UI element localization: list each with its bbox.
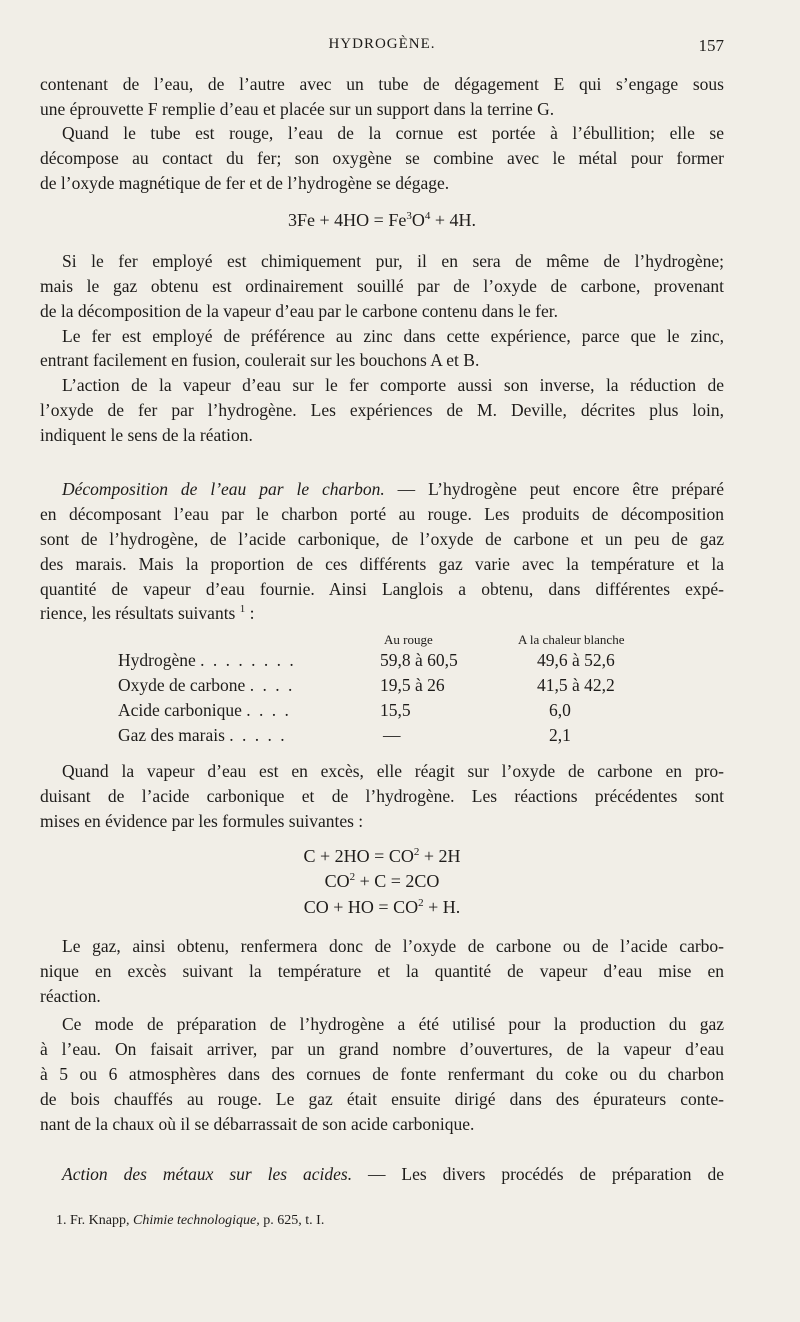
text-line — [40, 601, 724, 626]
row-label-text: Gaz des marais — [118, 725, 225, 745]
equation-exponent: 3 — [406, 210, 412, 222]
text-line: décompose au contact du fer; son oxygène se combine avec le métal pour former — [40, 148, 724, 168]
text-line: de l’oxyde magnétique de fer et de l’hydrogène se dégage. — [40, 173, 450, 193]
text-line: Ce mode de préparation de l’hydrogène a été utilisé pour la production du gaz — [62, 1014, 724, 1034]
row-label — [118, 675, 294, 696]
row-label — [118, 650, 296, 671]
table-cell: 49,6 à 52,6 — [537, 650, 615, 670]
chemical-equation — [40, 210, 724, 231]
row-label-text: Acide carbonique — [118, 700, 242, 720]
text-line: à 5 ou 6 atmosphères dans des cornues de fonte renfermant du coke ou du charbon — [40, 1064, 724, 1084]
equation-exponent: 2 — [418, 897, 424, 909]
text-line: en décomposant l’eau par le charbon porté au rouge. Les produits de décomposition — [40, 504, 724, 524]
text-line: à l’eau. On faisait arriver, par un grand nombre d’ouvertures, de la vapeur d’eau — [40, 1039, 724, 1059]
footnote-author: Fr. Knapp, — [70, 1213, 130, 1228]
equation-part: + 4H. — [430, 210, 476, 230]
equation-part: + 2H — [419, 846, 461, 866]
table-cell: 19,5 à 26 — [380, 675, 445, 695]
equation-exponent: 2 — [413, 846, 420, 858]
text-line: nique en excès suivant la température et la quantité de vapeur d’eau mise en — [40, 961, 724, 981]
footnote-title: Chimie technologique, — [133, 1213, 260, 1228]
section-line — [62, 477, 724, 502]
text-line: de la décomposition de la vapeur d’eau par le carbone contenu dans le fer. — [40, 301, 558, 321]
chemical-equation — [40, 897, 724, 918]
footnote — [56, 1213, 324, 1229]
text-line: l’oxyde de fer par l’hydrogène. Les expériences de M. Deville, décrites plus loin, — [40, 400, 724, 420]
equation-part: + C = 2CO — [355, 871, 440, 891]
equation-part: CO — [324, 871, 350, 891]
page-number: 157 — [698, 36, 724, 55]
page-header — [40, 36, 724, 60]
footnote-reference: p. 625, t. I. — [263, 1213, 325, 1228]
equation-part: O — [411, 210, 425, 230]
section-line — [62, 1162, 724, 1187]
table-cell: 15,5 — [380, 700, 411, 720]
chemical-equation — [40, 871, 724, 892]
column-header: Au rouge — [384, 632, 433, 647]
text-line: une éprouvette F remplie d’eau et placée sur un support dans la terrine G. — [40, 99, 555, 119]
text-line: Le fer est employé de préférence au zinc dans cette expérience, parce que le zinc, — [62, 326, 724, 346]
text-line: mais le gaz obtenu est ordinairement souillé par de l’oxyde de carbone, provenant — [40, 276, 724, 296]
equation-part: CO + HO = CO — [303, 897, 419, 917]
text-line: sont de l’hydrogène, de l’acide carbonique, de l’oxyde de carbone et un peu de gaz — [40, 529, 724, 549]
text-line: Le gaz, ainsi obtenu, renfermera donc de l’oxyde de carbone ou de l’acide carbo- — [62, 936, 724, 956]
column-header: A la chaleur blanche — [518, 632, 625, 647]
row-label — [118, 700, 291, 721]
text-span: : — [245, 603, 255, 623]
text-span: — Les divers procédés de préparation de — [352, 1164, 724, 1184]
text-line: entrant facilement en fusion, coulerait sur les bouchons A et B. — [40, 350, 480, 370]
row-label — [118, 725, 287, 746]
text-line: réaction. — [40, 986, 101, 1006]
table-cell: 2,1 — [549, 725, 571, 745]
text-line: duisant de l’acide carbonique et de l’hydrogène. Les réactions précédentes sont — [40, 786, 724, 806]
text-line: des marais. Mais la proportion de ces différents gaz varie avec la température et la — [40, 554, 724, 574]
text-span: rience, les résultats suivants — [40, 603, 236, 623]
equation-exponent: 2 — [349, 871, 356, 883]
section-heading: Action des métaux sur les acides. — [62, 1164, 353, 1184]
footnote-number: 1. — [56, 1213, 67, 1228]
section-heading: Décomposition de l’eau par le charbon. — [62, 479, 385, 499]
running-title: HYDROGÈNE. — [328, 36, 436, 52]
text-span: — L’hydrogène peut encore être préparé — [384, 479, 724, 499]
text-line: mises en évidence par les formules suivantes : — [40, 811, 364, 831]
text-line: Quand le tube est rouge, l’eau de la cornue est portée à l’ébullition; elle se — [62, 123, 724, 143]
leader-dots: . . . . — [249, 675, 295, 695]
text-line: quantité de vapeur d’eau fournie. Ainsi Langlois a obtenu, dans différentes expé- — [40, 579, 724, 599]
equation-part: 3Fe + 4HO = Fe — [288, 210, 407, 230]
equation-part: C + 2HO = CO — [303, 846, 414, 866]
text-line: indiquent le sens de la réation. — [40, 425, 253, 445]
text-line: L’action de la vapeur d’eau sur le fer comporte aussi son inverse, la réduction de — [62, 375, 724, 395]
chemical-equation — [40, 846, 724, 867]
text-line: de bois chauffés au rouge. Le gaz était ensuite dirigé dans des épurateurs conte- — [40, 1089, 724, 1109]
table-cell: 6,0 — [549, 700, 571, 720]
text-line: nant de la chaux où il se débarrassait de son acide carbonique. — [40, 1114, 475, 1134]
text-line: Quand la vapeur d’eau est en excès, elle réagit sur l’oxyde de carbone en pro- — [62, 761, 724, 781]
leader-dots: . . . . . — [229, 725, 287, 745]
table-cell: — — [383, 725, 401, 745]
equation-exponent: 4 — [424, 210, 431, 222]
row-label-text: Hydrogène — [118, 650, 196, 670]
equation-part: + H. — [423, 897, 461, 917]
table-cell: 41,5 à 42,2 — [537, 675, 615, 695]
text-line: contenant de l’eau, de l’autre avec un tube de dégagement E qui s’engage sous — [40, 74, 724, 94]
table-cell: 59,8 à 60,5 — [380, 650, 458, 670]
text-line: Si le fer employé est chimiquement pur, il en sera de même de l’hydrogène; — [62, 251, 724, 271]
leader-dots: . . . . — [246, 700, 291, 720]
footnote-ref: 1 — [239, 603, 246, 616]
row-label-text: Oxyde de carbone — [118, 675, 246, 695]
leader-dots: . . . . . . . . — [200, 650, 296, 670]
